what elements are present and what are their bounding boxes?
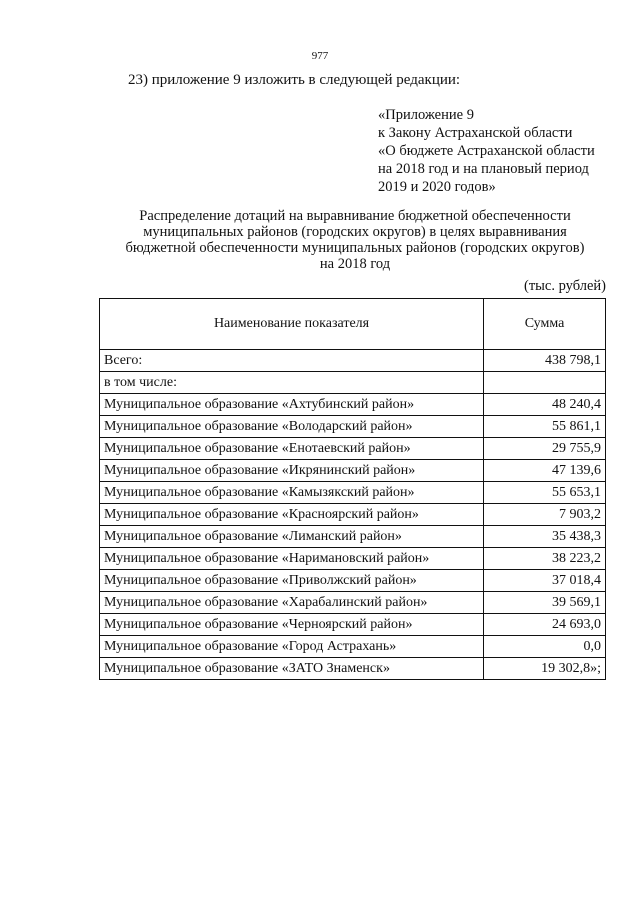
row-name: Муниципальное образование «Ахтубинский район» [100, 394, 484, 416]
row-sum: 47 139,6 [484, 460, 606, 482]
row-name: Муниципальное образование «Лиманский район» [100, 526, 484, 548]
table-row [100, 460, 606, 482]
table-row [100, 372, 606, 394]
row-name: Муниципальное образование «Наримановский район» [100, 548, 484, 570]
row-sum: 29 755,9 [484, 438, 606, 460]
row-sum: 55 861,1 [484, 416, 606, 438]
units-label: (тыс. рублей) [524, 278, 606, 294]
appendix-line: «О бюджете Астраханской области [378, 143, 595, 159]
table-row [100, 350, 606, 372]
table-title-line: на 2018 год [319, 256, 391, 272]
row-name: Муниципальное образование «ЗАТО Знаменск» [100, 658, 484, 680]
appendix-line: 2019 и 2020 годов» [378, 179, 496, 195]
row-name: Всего: [100, 350, 484, 372]
row-sum: 19 302,8»; [484, 658, 606, 680]
column-header-name: Наименование показателя [100, 299, 484, 350]
row-name: Муниципальное образование «Город Астрахань» [100, 636, 484, 658]
appendix-line: «Приложение 9 [378, 107, 474, 123]
row-name: Муниципальное образование «Енотаевский район» [100, 438, 484, 460]
row-sum: 55 653,1 [484, 482, 606, 504]
table-row [100, 570, 606, 592]
row-sum: 39 569,1 [484, 592, 606, 614]
column-header-sum: Сумма [484, 299, 606, 350]
table-row [100, 482, 606, 504]
amendment-intro: 23) приложение 9 изложить в следующей редакции: [128, 72, 461, 88]
appendix-line: на 2018 год и на плановый период [378, 161, 589, 177]
table-row [100, 592, 606, 614]
table-row [100, 416, 606, 438]
subsidies-table [99, 298, 606, 680]
row-sum [484, 372, 606, 394]
appendix-heading [378, 106, 595, 196]
table-row [100, 526, 606, 548]
row-sum: 438 798,1 [484, 350, 606, 372]
table-title-line: бюджетной обеспеченности муниципальных районов (городских округов) [125, 240, 585, 256]
table-row [100, 394, 606, 416]
table-body [100, 350, 606, 680]
table-title [100, 208, 610, 272]
row-sum: 35 438,3 [484, 526, 606, 548]
row-name: Муниципальное образование «Камызякский район» [100, 482, 484, 504]
row-name: Муниципальное образование «Приволжский район» [100, 570, 484, 592]
row-sum: 24 693,0 [484, 614, 606, 636]
table-row [100, 548, 606, 570]
row-name: Муниципальное образование «Икрянинский район» [100, 460, 484, 482]
row-name: в том числе: [100, 372, 484, 394]
table-title-line: муниципальных районов (городских округов) в целях выравнивания [143, 224, 567, 240]
table-row [100, 614, 606, 636]
row-name: Муниципальное образование «Красноярский район» [100, 504, 484, 526]
row-sum: 37 018,4 [484, 570, 606, 592]
row-name: Муниципальное образование «Харабалинский район» [100, 592, 484, 614]
table-row [100, 504, 606, 526]
row-sum: 7 903,2 [484, 504, 606, 526]
row-sum: 0,0 [484, 636, 606, 658]
appendix-line: к Закону Астраханской области [378, 125, 573, 141]
row-sum: 48 240,4 [484, 394, 606, 416]
table-header-row [100, 299, 606, 350]
row-name: Муниципальное образование «Черноярский район» [100, 614, 484, 636]
table-row [100, 636, 606, 658]
table-title-line: Распределение дотаций на выравнивание бюджетной обеспеченности [139, 208, 571, 224]
table-row [100, 438, 606, 460]
row-name: Муниципальное образование «Володарский район» [100, 416, 484, 438]
row-sum: 38 223,2 [484, 548, 606, 570]
table-row [100, 658, 606, 680]
page-number: 977 [311, 50, 329, 62]
